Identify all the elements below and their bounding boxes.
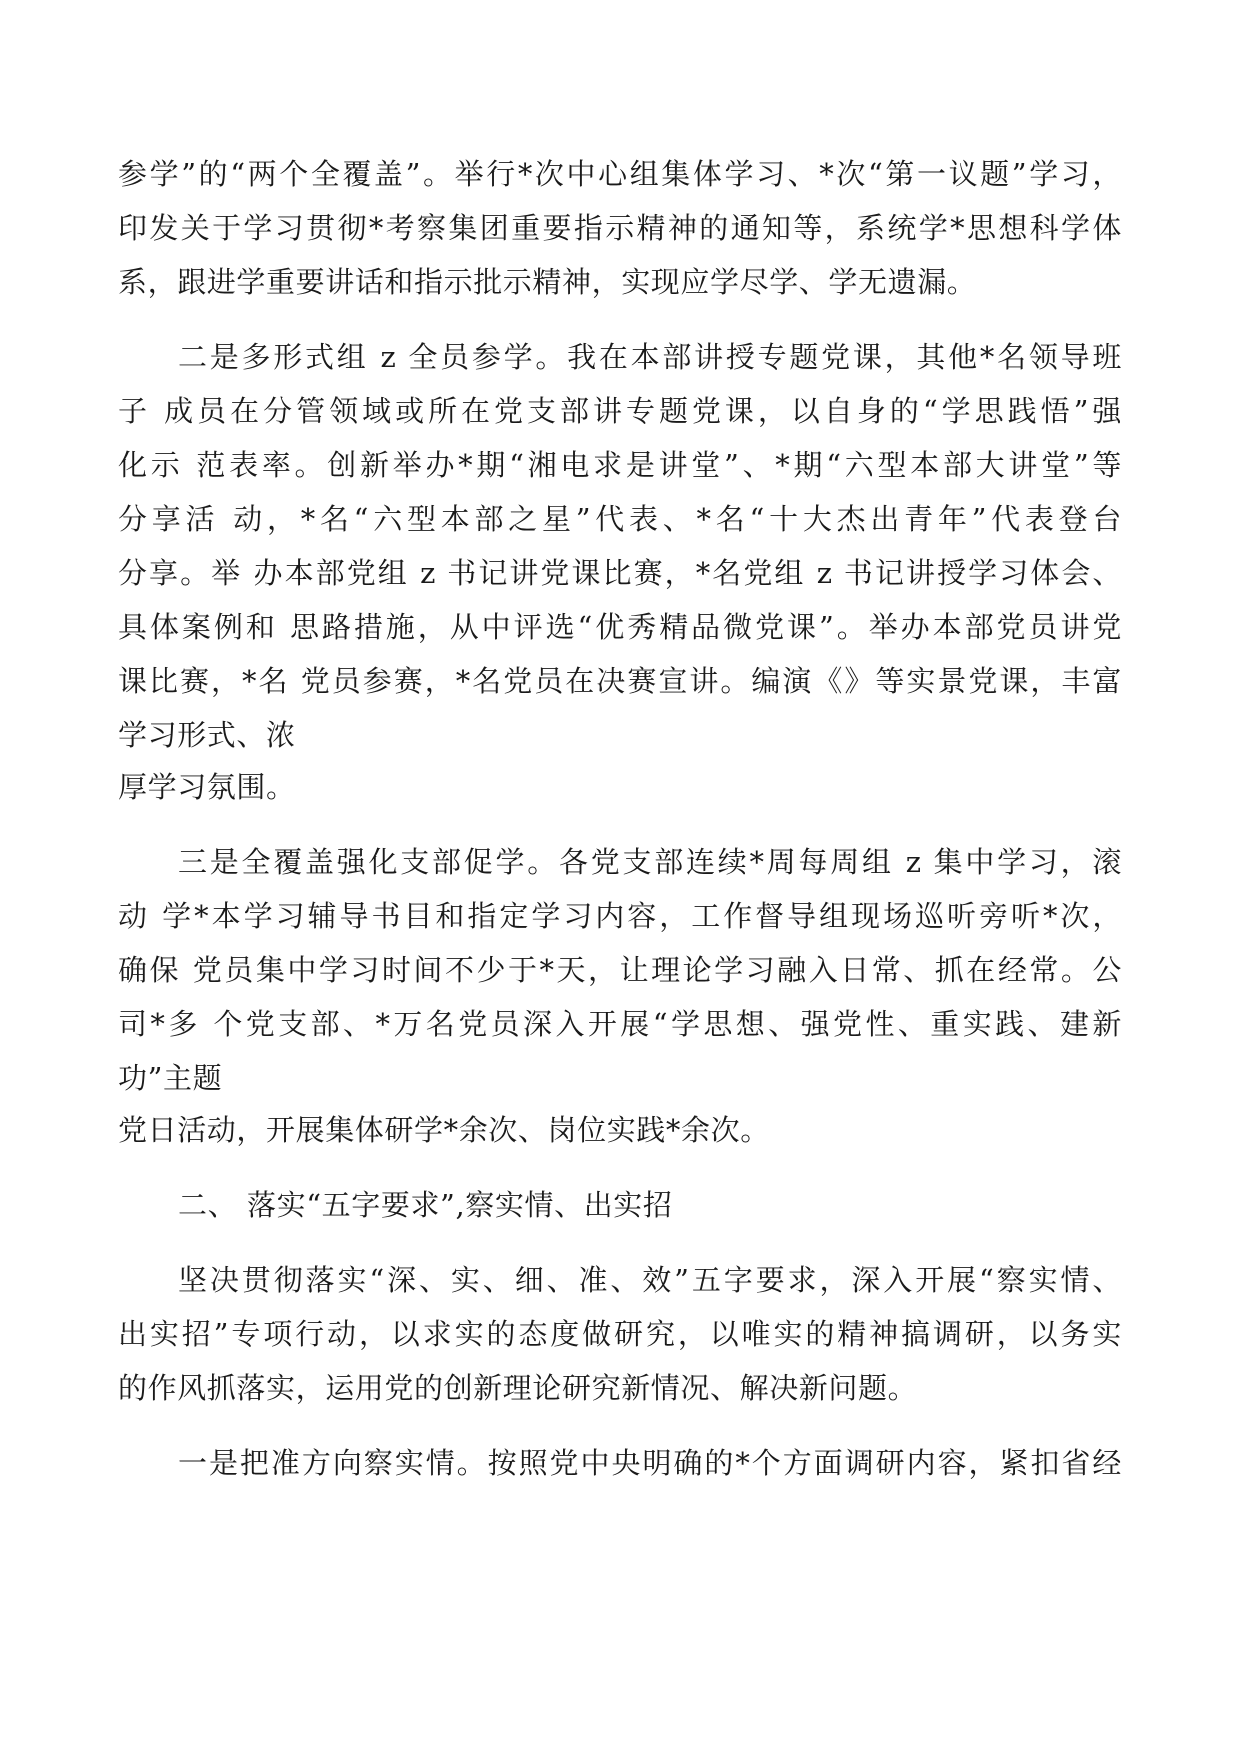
body-text-line: 司*多 个党支部、*万名党员深入开展“学思想、强党性、重实践、建新	[118, 1007, 1122, 1041]
body-text-line: 印发关于学习贯彻*考察集团重要指示精神的通知等，系统学*思想科学体	[118, 211, 1122, 245]
paragraph-first-line: 坚决贯彻落实“深、实、细、准、效”五字要求，深入开展“察实情、	[178, 1263, 1122, 1297]
body-text-line: 出实招”专项行动，以求实的态度做研究，以唯实的精神搞调研，以务实	[118, 1317, 1122, 1351]
section-heading: 二、 落实“五字要求”,察实情、出实招	[178, 1188, 673, 1222]
paragraph-first-line: 三是全覆盖强化支部促学。各党支部连续*周每周组 z 集中学习，滚	[178, 845, 1122, 879]
body-text-line: 子 成员在分管领域或所在党支部讲专题党课，以自身的“学思践悟”强	[118, 394, 1122, 428]
body-text-line: 党日活动，开展集体研学*余次、岗位实践*余次。	[118, 1113, 770, 1147]
body-text-line: 功”主题	[118, 1061, 223, 1095]
body-text-line: 分享。举 办本部党组 z 书记讲党课比赛，*名党组 z 书记讲授学习体会、	[118, 556, 1122, 590]
body-text-line: 课比赛，*名 党员参赛，*名党员在决赛宣讲。编演《》等实景党课，丰富	[118, 664, 1122, 698]
body-text-line: 参学”的“两个全覆盖”。举行*次中心组集体学习、*次“第一议题”学习，	[118, 157, 1122, 191]
body-text-line: 动 学*本学习辅导书目和指定学习内容，工作督导组现场巡听旁听*次，	[118, 899, 1122, 933]
paragraph-first-line: 一是把准方向察实情。按照党中央明确的*个方面调研内容，紧扣省经	[178, 1446, 1122, 1480]
body-text-line: 厚学习氛围。	[118, 770, 296, 804]
body-text-line: 化示 范表率。创新举办*期“湘电求是讲堂”、*期“六型本部大讲堂”等	[118, 448, 1122, 482]
paragraph-first-line: 二是多形式组 z 全员参学。我在本部讲授专题党课，其他*名领导班	[178, 340, 1122, 374]
body-text-line: 学习形式、浓	[118, 718, 296, 752]
body-text-line: 具体案例和 思路措施，从中评选“优秀精品微党课”。举办本部党员讲党	[118, 610, 1122, 644]
body-text-line: 系，跟进学重要讲话和指示批示精神，实现应学尽学、学无遗漏。	[118, 265, 977, 299]
body-text-line: 的作风抓落实，运用党的创新理论研究新情况、解决新问题。	[118, 1371, 918, 1405]
body-text-line: 确保 党员集中学习时间不少于*天，让理论学习融入日常、抓在经常。公	[118, 953, 1122, 987]
body-text-line: 分享活 动，*名“六型本部之星”代表、*名“十大杰出青年”代表登台	[118, 502, 1122, 536]
